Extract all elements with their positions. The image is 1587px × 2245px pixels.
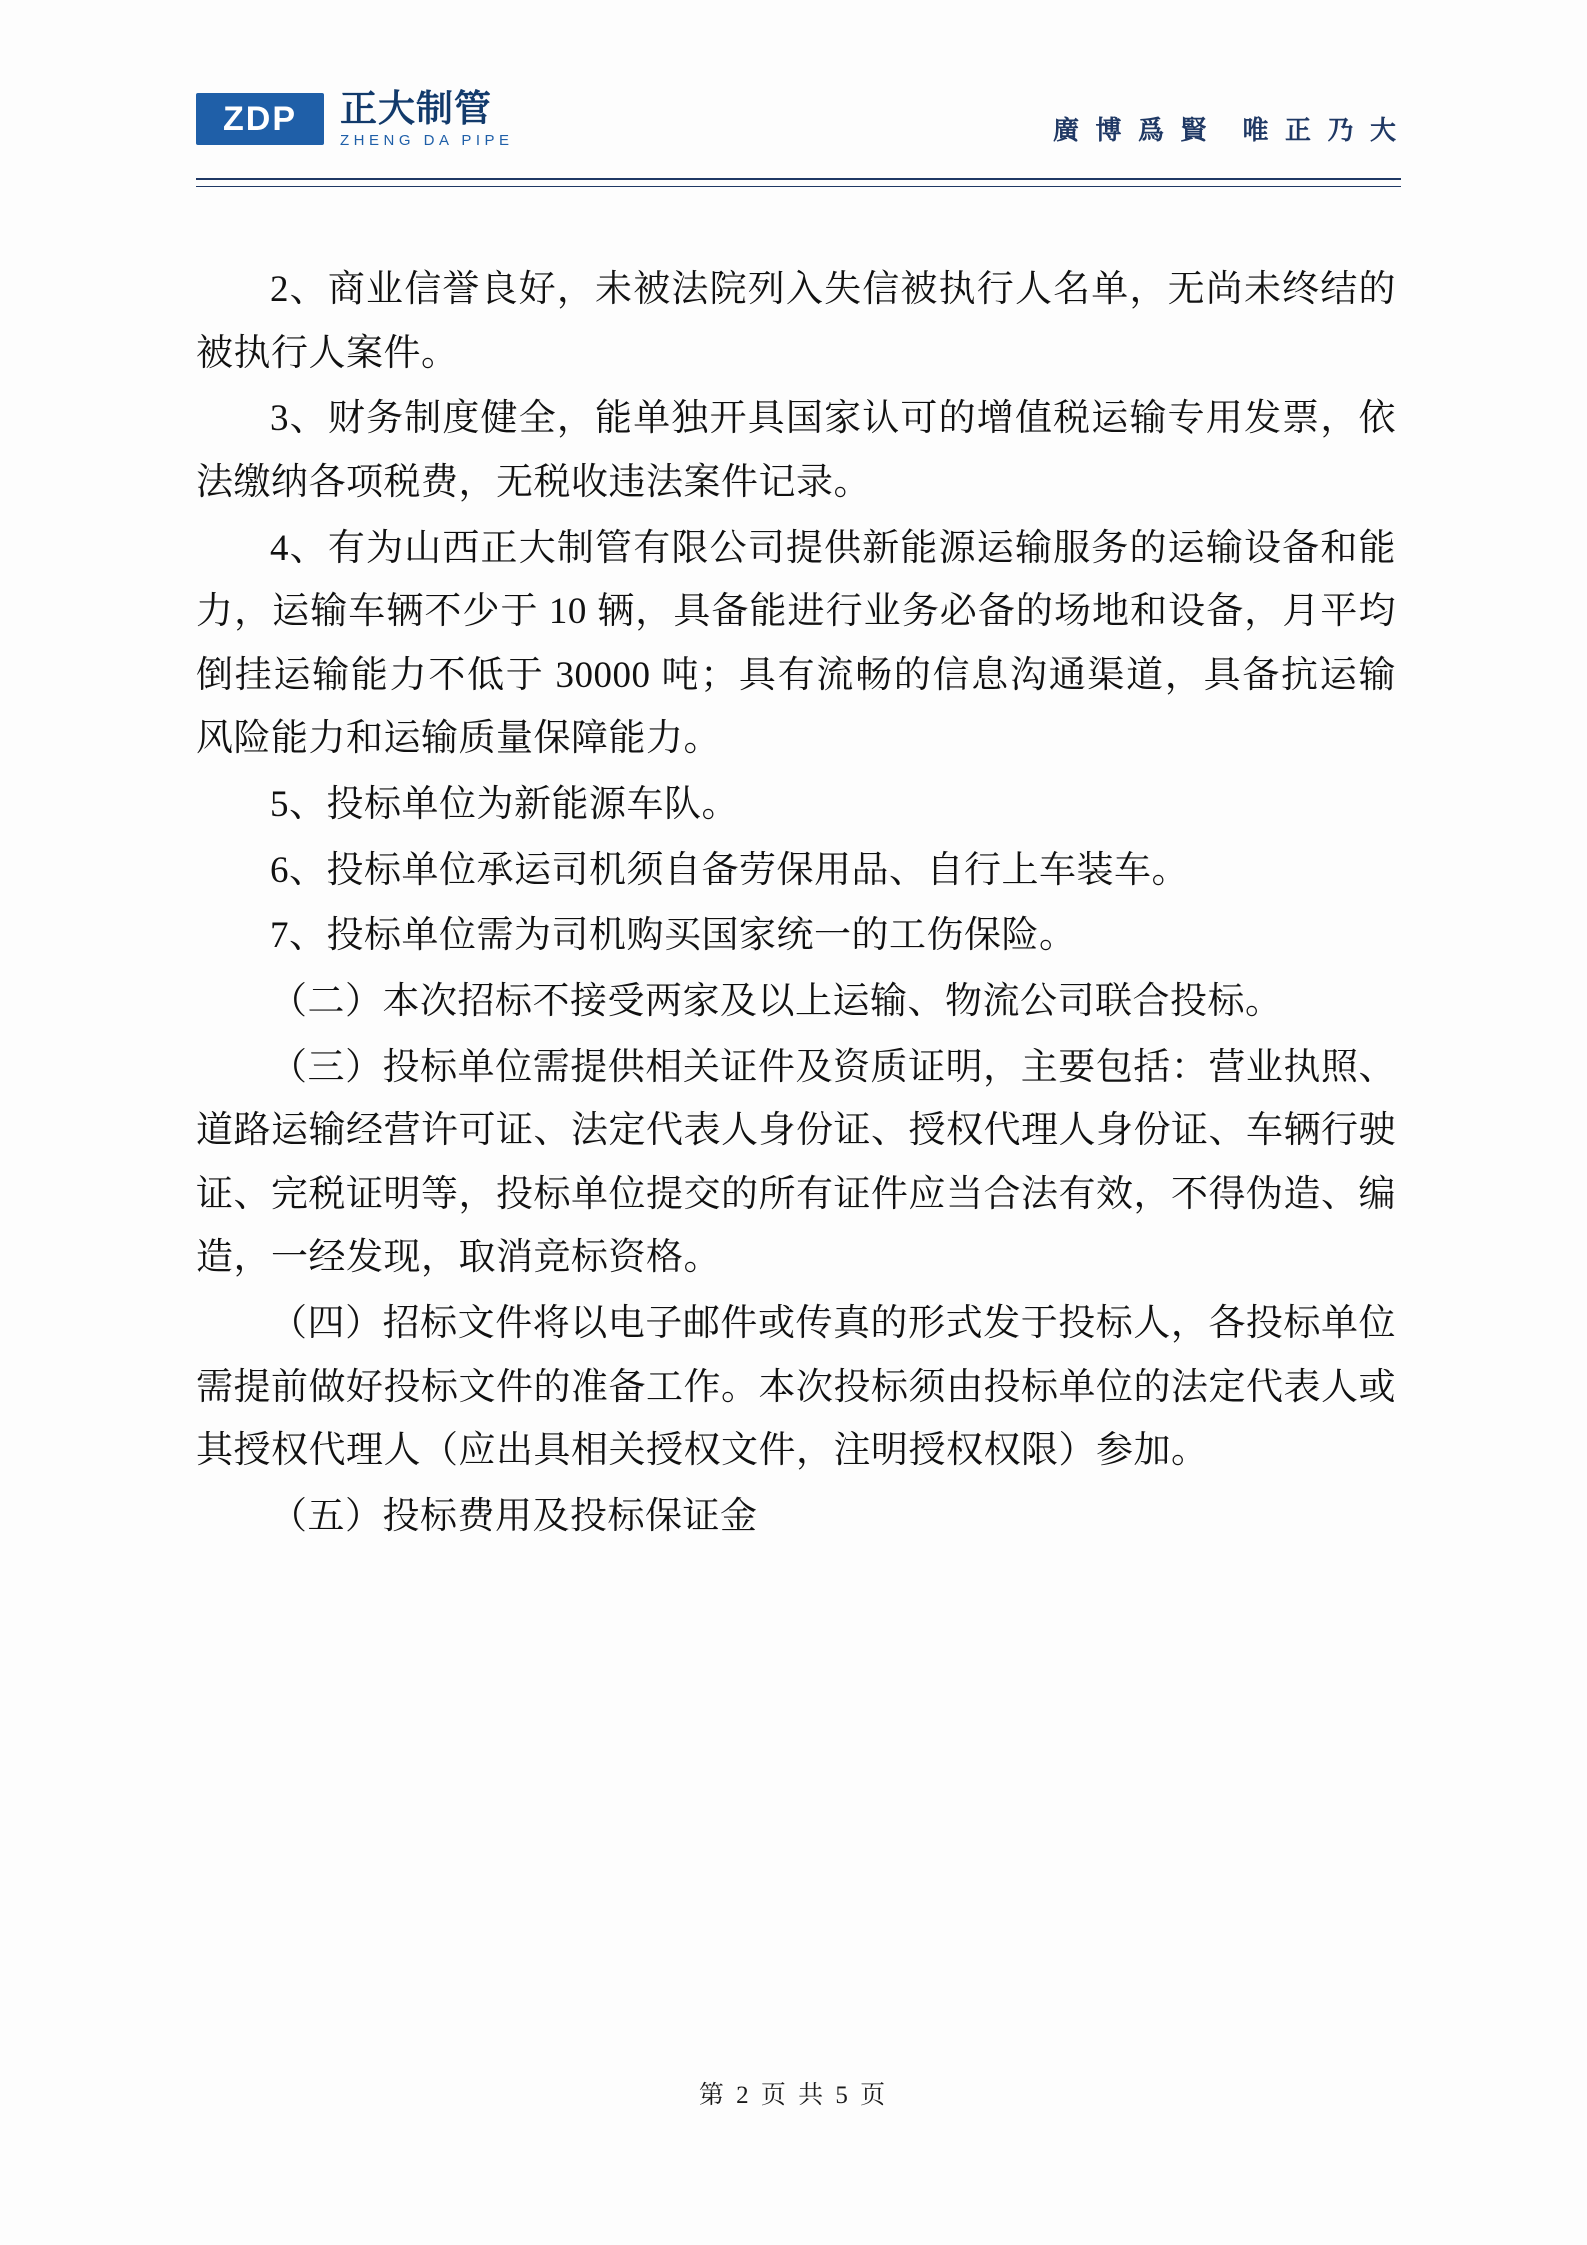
company-logo — [196, 90, 514, 149]
paragraph: （三）投标单位需提供相关证件及资质证明，主要包括：营业执照、道路运输经营许可证、法定代表人身份证、授权代理人身份证、车辆行驶证、完税证明等，投标单位提交的所有证件应当合法有效，不得伪造、编造，一经发现，取消竞标资格。 — [196, 1046, 1396, 1279]
paragraph: （五）投标费用及投标保证金 — [270, 1495, 758, 1537]
header-divider-thick — [196, 178, 1401, 180]
document-body — [196, 258, 1396, 1551]
paragraph: （四）招标文件将以电子邮件或传真的形式发于投标人，各投标单位需提前做好投标文件的准备工作。本次投标须由投标单位的法定代表人或其授权代理人（应出具相关授权文件，注明授权权限）参加。 — [196, 1303, 1396, 1472]
logo-name-en: ZHENG DA PIPE — [340, 131, 514, 149]
paragraph: 3、财务制度健全，能单独开具国家认可的增值税运输专用发票，依法缴纳各项税费，无税收违法案件记录。 — [196, 398, 1396, 503]
paragraph: 4、有为山西正大制管有限公司提供新能源运输服务的运输设备和能力，运输车辆不少于 10 辆，具备能进行业务必备的场地和设备，月平均倒挂运输能力不低于 30000 吨；具有流畅的信息沟通渠道，具备抗运输风险能力和运输质量保障能力。 — [196, 527, 1396, 760]
paragraph: （二）本次招标不接受两家及以上运输、物流公司联合投标。 — [270, 980, 1283, 1022]
header-divider-thin — [196, 186, 1401, 187]
paragraph: 2、商业信誉良好，未被法院列入失信被执行人名单，无尚未终结的被执行人案件。 — [196, 269, 1396, 374]
logo-name-cn: 正大制管 — [340, 88, 492, 129]
zdp-logo-icon: ZDP — [196, 93, 324, 145]
paragraph: 5、投标单位为新能源车队。 — [270, 784, 739, 825]
header-slogan: 廣 博 爲 賢 唯 正 乃 大 — [1052, 116, 1401, 145]
page-header — [196, 86, 1401, 168]
paragraph: 6、投标单位承运司机须自备劳保用品、自行上车装车。 — [270, 849, 1189, 891]
logo-wordmark — [340, 90, 514, 149]
paragraph: 7、投标单位需为司机购买国家统一的工伤保险。 — [270, 915, 1077, 957]
page-number-footer: 第 2 页 共 5 页 — [698, 2082, 889, 2109]
